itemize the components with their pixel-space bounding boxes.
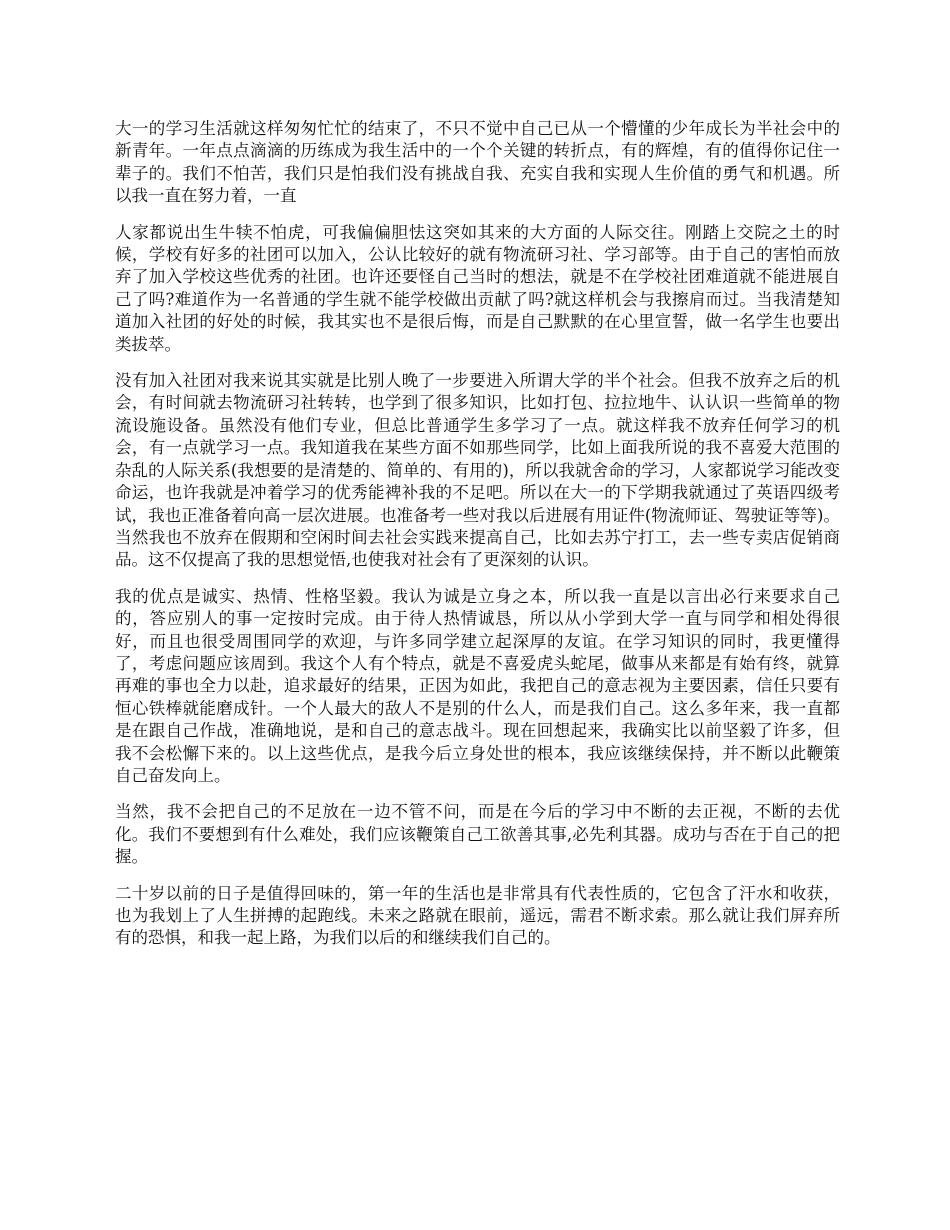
paragraph-2: 人家都说出生牛犊不怕虎，可我偏偏胆怯这突如其来的大方面的人际交往。刚踏上交院之土的时候，学校有好多的社团可以加入，公认比较好的就有物流研习社、学习部等。由于自己的害怕而放弃了加入学校这些优秀的社团。也许还要怪自己当时的想法，就是不在学校社团难道就不能进展自己了吗?难道作为一名普通的学生就不能学校做出贡献了吗?就这样机会与我擦肩而过。当我清楚知道加入社团的好处的时候，我其实也不是很后悔，而是自己默默的在心里宣誓，做一名学生也要出类拔萃。 xyxy=(115,222,840,354)
paragraph-3: 没有加入社团对我来说其实就是比别人晚了一步要进入所谓大学的半个社会。但我不放弃之后的机会，有时间就去物流研习社转转，也学到了很多知识，比如打包、拉拉地牛、认认识一些简单的物流设施设备。虽然没有他们专业，但总比普通学生多学习了一点。就这样我不放弃任何学习的机会，有一点就学习一点。我知道我在某些方面不如那些同学，比如上面我所说的我不喜爱大范围的杂乱的人际关系(我想要的是清楚的、简单的、有用的)，所以我就舍命的学习，人家都说学习能改变命运，也许我就是冲着学习的优秀能裨补我的不足吧。所以在大一的下学期我就通过了英语四级考试，我也正准备着向高一层次进展。也准备考一些对我以后进展有用证件(物流师证、驾驶证等等)。当然我也不放弃在假期和空闲时间去社会实践来提高自己，比如去苏宁打工，去一些专卖店促销商品。这不仅提高了我的思想觉悟,也使我对社会有了更深刻的认识。 xyxy=(115,371,840,570)
paragraph-5: 当然，我不会把自己的不足放在一边不管不问，而是在今后的学习中不断的去正视，不断的去优化。我们不要想到有什么难处，我们应该鞭策自己工欲善其事,必先利其器。成功与否在于自己的把握。 xyxy=(115,802,840,867)
paragraph-1: 大一的学习生活就这样匆匆忙忙的结束了，不只不觉中自己已从一个懵懂的少年成长为半社会中的新青年。一年点点滴滴的历练成为我生活中的一个个关键的转折点，有的辉煌，有的值得你记住一辈子的。我们不怕苦，我们只是怕我们没有挑战自我、充实自我和实现人生价值的勇气和机遇。所以我一直在努力着，一直 xyxy=(115,119,840,206)
paragraph-6: 二十岁以前的日子是值得回味的，第一年的生活也是非常具有代表性质的，它包含了汗水和收获，也为我划上了人生拼搏的起跑线。未来之路就在眼前，遥远，需君不断求索。那么就让我们屏弃所有的恐惧，和我一起上路，为我们以后的和继续我们自己的。 xyxy=(115,883,840,948)
paragraph-4: 我的优点是诚实、热情、性格坚毅。我认为诚是立身之本，所以我一直是以言出必行来要求自己的，答应别人的事一定按时完成。由于待人热情诚恳，所以从小学到大学一直与同学和相处得很好，而且也很受周围同学的欢迎，与许多同学建立起深厚的友谊。在学习知识的同时，我更懂得了，考虑问题应该周到。我这个人有个特点，就是不喜爱虎头蛇尾，做事从来都是有始有终，就算再难的事也全力以赴，追求最好的结果，正因为如此，我把自己的意志视为主要因素，信任只要有恒心铁棒就能磨成针。一个人最大的敌人不是别的什么人，而是我们自己。这么多年来，我一直都是在跟自己作战，准确地说，是和自己的意志战斗。现在回想起来，我确实比以前坚毅了许多，但我不会松懈下来的。以上这些优点，是我今后立身处世的根本，我应该继续保持，并不断以此鞭策自己奋发向上。 xyxy=(115,586,840,785)
document-body xyxy=(115,118,840,964)
